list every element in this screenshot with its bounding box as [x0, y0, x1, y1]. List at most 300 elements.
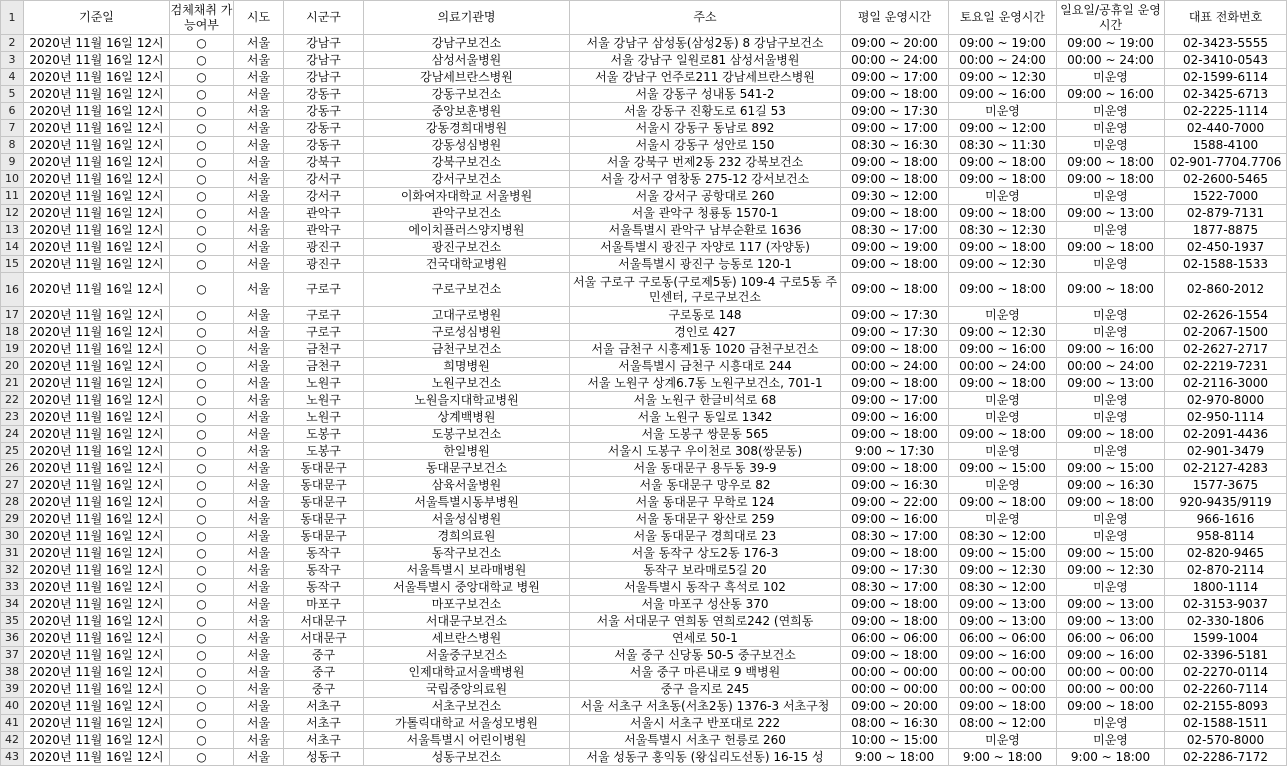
table-cell[interactable]: ○	[170, 35, 234, 52]
table-cell[interactable]: 노원을지대학교병원	[364, 392, 570, 409]
table-cell[interactable]: 2020년 11월 16일 12시	[24, 579, 170, 596]
table-cell[interactable]: 09:00 ~ 18:00	[1057, 171, 1165, 188]
row-number[interactable]: 5	[1, 86, 24, 103]
table-cell[interactable]: 09:00 ~ 18:00	[949, 375, 1057, 392]
table-cell[interactable]: 2020년 11월 16일 12시	[24, 545, 170, 562]
table-cell[interactable]: ○	[170, 732, 234, 749]
table-cell[interactable]: 02-3423-5555	[1165, 35, 1287, 52]
table-cell[interactable]: 09:00 ~ 16:30	[1057, 477, 1165, 494]
table-cell[interactable]: 2020년 11월 16일 12시	[24, 426, 170, 443]
table-cell[interactable]: 서울	[234, 188, 284, 205]
table-cell[interactable]: 서울	[234, 596, 284, 613]
header-cell[interactable]: 시군구	[284, 1, 364, 35]
row-number[interactable]: 18	[1, 324, 24, 341]
row-number[interactable]: 1	[1, 1, 24, 35]
table-cell[interactable]: 09:00 ~ 18:00	[841, 460, 949, 477]
table-cell[interactable]: ○	[170, 188, 234, 205]
table-cell[interactable]: 강동구보건소	[364, 86, 570, 103]
table-cell[interactable]: 09:00 ~ 18:00	[1057, 154, 1165, 171]
table-cell[interactable]: 서울 강남구 일원로81 삼성서울병원	[570, 52, 841, 69]
table-cell[interactable]: 서울	[234, 477, 284, 494]
table-cell[interactable]: 09:00 ~ 17:30	[841, 103, 949, 120]
table-cell[interactable]: 인제대학교서울백병원	[364, 664, 570, 681]
table-cell[interactable]: 서울 동대문구 망우로 82	[570, 477, 841, 494]
table-cell[interactable]: 06:00 ~ 06:00	[1057, 630, 1165, 647]
table-cell[interactable]: ○	[170, 256, 234, 273]
row-number[interactable]: 41	[1, 715, 24, 732]
table-cell[interactable]: 08:30 ~ 17:00	[841, 528, 949, 545]
table-cell[interactable]: 2020년 11월 16일 12시	[24, 256, 170, 273]
table-cell[interactable]: 서울시 서초구 반포대로 222	[570, 715, 841, 732]
table-cell[interactable]: 09:00 ~ 18:00	[841, 596, 949, 613]
table-cell[interactable]: 09:00 ~ 18:00	[841, 341, 949, 358]
table-cell[interactable]: 02-879-7131	[1165, 205, 1287, 222]
table-cell[interactable]: 상계백병원	[364, 409, 570, 426]
table-cell[interactable]: ○	[170, 137, 234, 154]
table-cell[interactable]: 서초구	[284, 715, 364, 732]
table-cell[interactable]: 미운영	[949, 392, 1057, 409]
table-cell[interactable]: 02-2286-7172	[1165, 749, 1287, 766]
table-cell[interactable]: 9:00 ~ 17:30	[841, 443, 949, 460]
table-cell[interactable]: 2020년 11월 16일 12시	[24, 358, 170, 375]
table-cell[interactable]: 미운영	[1057, 579, 1165, 596]
table-cell[interactable]: 서울 동대문구 무학로 124	[570, 494, 841, 511]
row-number[interactable]: 35	[1, 613, 24, 630]
table-cell[interactable]: 삼성서울병원	[364, 52, 570, 69]
table-cell[interactable]: 09:00 ~ 16:00	[949, 341, 1057, 358]
table-cell[interactable]: 2020년 11월 16일 12시	[24, 273, 170, 307]
table-cell[interactable]: 서울	[234, 511, 284, 528]
table-cell[interactable]: 서울시 강동구 동남로 892	[570, 120, 841, 137]
table-cell[interactable]: 동작구	[284, 579, 364, 596]
table-cell[interactable]: 2020년 11월 16일 12시	[24, 375, 170, 392]
table-cell[interactable]: 미운영	[1057, 392, 1165, 409]
table-cell[interactable]: ○	[170, 579, 234, 596]
table-cell[interactable]: 09:00 ~ 18:00	[1057, 426, 1165, 443]
row-number[interactable]: 2	[1, 35, 24, 52]
table-cell[interactable]: 서울 강동구 성내동 541-2	[570, 86, 841, 103]
table-cell[interactable]: ○	[170, 749, 234, 766]
table-cell[interactable]: 금천구	[284, 341, 364, 358]
table-cell[interactable]: 구로성심병원	[364, 324, 570, 341]
table-cell[interactable]: 고대구로병원	[364, 307, 570, 324]
table-cell[interactable]: 서울 동대문구 용두동 39-9	[570, 460, 841, 477]
table-cell[interactable]: 00:00 ~ 00:00	[949, 664, 1057, 681]
table-cell[interactable]: 이화여자대학교 서울병원	[364, 188, 570, 205]
table-cell[interactable]: 미운영	[949, 188, 1057, 205]
table-cell[interactable]: 미운영	[949, 511, 1057, 528]
table-cell[interactable]: 가톨릭대학교 서울성모병원	[364, 715, 570, 732]
table-cell[interactable]: 동작구 보라매로5길 20	[570, 562, 841, 579]
table-cell[interactable]: 2020년 11월 16일 12시	[24, 749, 170, 766]
table-cell[interactable]: 00:00 ~ 24:00	[949, 358, 1057, 375]
table-cell[interactable]: 동대문구	[284, 528, 364, 545]
table-cell[interactable]: 02-2626-1554	[1165, 307, 1287, 324]
table-cell[interactable]: ○	[170, 698, 234, 715]
table-cell[interactable]: 09:00 ~ 18:00	[841, 86, 949, 103]
table-cell[interactable]: 미운영	[1057, 307, 1165, 324]
table-cell[interactable]: 서대문구	[284, 613, 364, 630]
table-cell[interactable]: 금천구	[284, 358, 364, 375]
table-cell[interactable]: 서울	[234, 86, 284, 103]
table-cell[interactable]: 09:00 ~ 12:00	[949, 120, 1057, 137]
table-cell[interactable]: 2020년 11월 16일 12시	[24, 120, 170, 137]
table-cell[interactable]: 02-440-7000	[1165, 120, 1287, 137]
row-number[interactable]: 27	[1, 477, 24, 494]
row-number[interactable]: 21	[1, 375, 24, 392]
table-cell[interactable]: 08:30 ~ 12:00	[949, 528, 1057, 545]
table-cell[interactable]: 1588-4100	[1165, 137, 1287, 154]
table-cell[interactable]: 09:00 ~ 18:00	[949, 154, 1057, 171]
table-cell[interactable]: 미운영	[949, 307, 1057, 324]
table-cell[interactable]: 국립중앙의료원	[364, 681, 570, 698]
row-number[interactable]: 25	[1, 443, 24, 460]
table-cell[interactable]: 강동경희대병원	[364, 120, 570, 137]
table-cell[interactable]: 서초구보건소	[364, 698, 570, 715]
row-number[interactable]: 29	[1, 511, 24, 528]
table-cell[interactable]: 동대문구	[284, 511, 364, 528]
table-cell[interactable]: 09:00 ~ 12:30	[949, 324, 1057, 341]
table-cell[interactable]: 06:00 ~ 06:00	[949, 630, 1057, 647]
table-cell[interactable]: 삼육서울병원	[364, 477, 570, 494]
table-cell[interactable]: 2020년 11월 16일 12시	[24, 137, 170, 154]
row-number[interactable]: 9	[1, 154, 24, 171]
row-number[interactable]: 19	[1, 341, 24, 358]
table-cell[interactable]: ○	[170, 222, 234, 239]
table-cell[interactable]: ○	[170, 511, 234, 528]
table-cell[interactable]: 강남세브란스병원	[364, 69, 570, 86]
table-cell[interactable]: 서울 서초구 서초동(서초2동) 1376-3 서초구청	[570, 698, 841, 715]
table-cell[interactable]: 서울	[234, 307, 284, 324]
table-cell[interactable]: 02-3153-9037	[1165, 596, 1287, 613]
table-cell[interactable]: 서울 도봉구 쌍문동 565	[570, 426, 841, 443]
table-cell[interactable]: 미운영	[1057, 732, 1165, 749]
row-number[interactable]: 36	[1, 630, 24, 647]
table-cell[interactable]: 미운영	[1057, 409, 1165, 426]
table-cell[interactable]: 09:00 ~ 13:00	[1057, 205, 1165, 222]
table-cell[interactable]: 09:00 ~ 19:00	[949, 35, 1057, 52]
table-cell[interactable]: 서울중구보건소	[364, 647, 570, 664]
table-cell[interactable]: 서울 서대문구 연희동 연희로242 (연희동	[570, 613, 841, 630]
table-cell[interactable]: 09:00 ~ 19:00	[841, 239, 949, 256]
table-cell[interactable]: 02-2091-4436	[1165, 426, 1287, 443]
table-cell[interactable]: 서울 동작구 상도2동 176-3	[570, 545, 841, 562]
table-cell[interactable]: 09:00 ~ 18:00	[841, 273, 949, 307]
table-cell[interactable]: 구로구	[284, 273, 364, 307]
table-cell[interactable]: 강서구보건소	[364, 171, 570, 188]
table-cell[interactable]: 미운영	[1057, 715, 1165, 732]
table-cell[interactable]: 08:30 ~ 12:30	[949, 222, 1057, 239]
table-cell[interactable]: 9:00 ~ 18:00	[949, 749, 1057, 766]
table-cell[interactable]: 09:00 ~ 16:00	[949, 86, 1057, 103]
table-cell[interactable]: 02-3410-0543	[1165, 52, 1287, 69]
table-cell[interactable]: 서초구	[284, 698, 364, 715]
table-cell[interactable]: 미운영	[1057, 120, 1165, 137]
table-cell[interactable]: ○	[170, 392, 234, 409]
table-cell[interactable]: ○	[170, 647, 234, 664]
table-cell[interactable]: 동작구	[284, 562, 364, 579]
table-cell[interactable]: 2020년 11월 16일 12시	[24, 460, 170, 477]
table-cell[interactable]: 09:00 ~ 13:00	[1057, 375, 1165, 392]
table-cell[interactable]: 서울 동대문구 왕산로 259	[570, 511, 841, 528]
header-cell[interactable]: 검체채취 가능여부	[170, 1, 234, 35]
table-cell[interactable]: ○	[170, 426, 234, 443]
table-cell[interactable]: ○	[170, 171, 234, 188]
row-number[interactable]: 6	[1, 103, 24, 120]
table-cell[interactable]: 08:30 ~ 17:00	[841, 579, 949, 596]
table-cell[interactable]: 관악구보건소	[364, 205, 570, 222]
table-cell[interactable]: 희명병원	[364, 358, 570, 375]
table-cell[interactable]: 에이치플러스양지병원	[364, 222, 570, 239]
table-cell[interactable]: 미운영	[1057, 103, 1165, 120]
table-cell[interactable]: 서울 노원구 동일로 1342	[570, 409, 841, 426]
table-cell[interactable]: 구로구	[284, 324, 364, 341]
table-cell[interactable]: 09:00 ~ 12:30	[1057, 562, 1165, 579]
row-number[interactable]: 30	[1, 528, 24, 545]
row-number[interactable]: 28	[1, 494, 24, 511]
table-cell[interactable]: 강남구	[284, 52, 364, 69]
table-cell[interactable]: 서울	[234, 715, 284, 732]
table-cell[interactable]: 09:00 ~ 12:30	[949, 562, 1057, 579]
header-cell[interactable]: 주소	[570, 1, 841, 35]
row-number[interactable]: 22	[1, 392, 24, 409]
table-cell[interactable]: 서울 금천구 시흥제1동 1020 금천구보건소	[570, 341, 841, 358]
table-cell[interactable]: 미운영	[949, 103, 1057, 120]
header-cell[interactable]: 기준일	[24, 1, 170, 35]
row-number[interactable]: 14	[1, 239, 24, 256]
table-cell[interactable]: 2020년 11월 16일 12시	[24, 698, 170, 715]
table-cell[interactable]: 광진구보건소	[364, 239, 570, 256]
table-cell[interactable]: ○	[170, 86, 234, 103]
table-cell[interactable]: 09:00 ~ 22:00	[841, 494, 949, 511]
table-cell[interactable]: 02-2155-8093	[1165, 698, 1287, 715]
table-cell[interactable]: 00:00 ~ 24:00	[841, 52, 949, 69]
table-cell[interactable]: 9:00 ~ 18:00	[841, 749, 949, 766]
table-cell[interactable]: 서울특별시 광진구 자양로 117 (자양동)	[570, 239, 841, 256]
row-number[interactable]: 24	[1, 426, 24, 443]
table-cell[interactable]: 2020년 11월 16일 12시	[24, 341, 170, 358]
table-cell[interactable]: 서울	[234, 647, 284, 664]
table-cell[interactable]: 09:00 ~ 18:00	[1057, 273, 1165, 307]
table-cell[interactable]: ○	[170, 375, 234, 392]
table-cell[interactable]: 동대문구	[284, 477, 364, 494]
table-cell[interactable]: 00:00 ~ 00:00	[841, 664, 949, 681]
table-cell[interactable]: 09:00 ~ 18:00	[949, 494, 1057, 511]
table-cell[interactable]: 10:00 ~ 15:00	[841, 732, 949, 749]
table-cell[interactable]: 서대문구보건소	[364, 613, 570, 630]
table-cell[interactable]: 미운영	[1057, 324, 1165, 341]
table-cell[interactable]: 미운영	[949, 732, 1057, 749]
table-cell[interactable]: 09:00 ~ 16:00	[1057, 86, 1165, 103]
table-cell[interactable]: 서울 강동구 진황도로 61길 53	[570, 103, 841, 120]
table-cell[interactable]: 2020년 11월 16일 12시	[24, 52, 170, 69]
row-number[interactable]: 7	[1, 120, 24, 137]
table-cell[interactable]: 2020년 11월 16일 12시	[24, 154, 170, 171]
table-cell[interactable]: 미운영	[1057, 511, 1165, 528]
table-cell[interactable]: 미운영	[1057, 528, 1165, 545]
table-cell[interactable]: 중구	[284, 681, 364, 698]
table-cell[interactable]: ○	[170, 239, 234, 256]
table-cell[interactable]: 08:30 ~ 12:00	[949, 579, 1057, 596]
table-cell[interactable]: 08:30 ~ 17:00	[841, 222, 949, 239]
row-number[interactable]: 13	[1, 222, 24, 239]
table-cell[interactable]: 동대문구보건소	[364, 460, 570, 477]
table-cell[interactable]: 09:00 ~ 13:00	[1057, 613, 1165, 630]
table-cell[interactable]: 09:00 ~ 15:00	[949, 545, 1057, 562]
table-cell[interactable]: 02-3396-5181	[1165, 647, 1287, 664]
table-cell[interactable]: ○	[170, 120, 234, 137]
table-cell[interactable]: ○	[170, 545, 234, 562]
row-number[interactable]: 4	[1, 69, 24, 86]
table-cell[interactable]: 2020년 11월 16일 12시	[24, 188, 170, 205]
table-cell[interactable]: ○	[170, 596, 234, 613]
table-cell[interactable]: 2020년 11월 16일 12시	[24, 171, 170, 188]
row-number[interactable]: 40	[1, 698, 24, 715]
table-cell[interactable]: 서울	[234, 664, 284, 681]
table-cell[interactable]: 서울	[234, 171, 284, 188]
table-cell[interactable]: 09:00 ~ 18:00	[949, 205, 1057, 222]
row-number[interactable]: 23	[1, 409, 24, 426]
table-cell[interactable]: 서울 강서구 염창동 275-12 강서보건소	[570, 171, 841, 188]
table-cell[interactable]: 서울시 도봉구 우이천로 308(쌍문동)	[570, 443, 841, 460]
table-cell[interactable]: 서울	[234, 409, 284, 426]
table-cell[interactable]: 09:00 ~ 18:00	[1057, 494, 1165, 511]
table-cell[interactable]: 09:00 ~ 18:00	[841, 375, 949, 392]
table-cell[interactable]: 2020년 11월 16일 12시	[24, 562, 170, 579]
table-cell[interactable]: 서울	[234, 222, 284, 239]
table-cell[interactable]: 09:00 ~ 15:00	[949, 460, 1057, 477]
table-cell[interactable]: 02-330-1806	[1165, 613, 1287, 630]
table-cell[interactable]: 2020년 11월 16일 12시	[24, 307, 170, 324]
table-cell[interactable]: 02-2270-0114	[1165, 664, 1287, 681]
table-cell[interactable]: 관악구	[284, 205, 364, 222]
row-number[interactable]: 11	[1, 188, 24, 205]
table-cell[interactable]: 02-901-7704.7706	[1165, 154, 1287, 171]
table-cell[interactable]: 구로구	[284, 307, 364, 324]
table-cell[interactable]: 서울	[234, 103, 284, 120]
table-cell[interactable]: 09:00 ~ 17:00	[841, 120, 949, 137]
table-cell[interactable]: 09:00 ~ 16:30	[841, 477, 949, 494]
table-cell[interactable]: 서울	[234, 460, 284, 477]
table-cell[interactable]: 서울 강북구 번제2동 232 강북보건소	[570, 154, 841, 171]
table-cell[interactable]: 서울	[234, 426, 284, 443]
table-cell[interactable]: 서울	[234, 528, 284, 545]
table-cell[interactable]: 09:00 ~ 15:00	[1057, 545, 1165, 562]
table-cell[interactable]: 02-950-1114	[1165, 409, 1287, 426]
table-cell[interactable]: 미운영	[1057, 443, 1165, 460]
table-cell[interactable]: 09:00 ~ 18:00	[841, 154, 949, 171]
table-cell[interactable]: 1800-1114	[1165, 579, 1287, 596]
table-cell[interactable]: 09:00 ~ 18:00	[841, 171, 949, 188]
table-cell[interactable]: 2020년 11월 16일 12시	[24, 613, 170, 630]
table-cell[interactable]: 서울	[234, 256, 284, 273]
table-cell[interactable]: 서울 마포구 성산동 370	[570, 596, 841, 613]
table-cell[interactable]: 서울 강남구 언주로211 강남세브란스병원	[570, 69, 841, 86]
row-number[interactable]: 38	[1, 664, 24, 681]
table-cell[interactable]: 서울	[234, 137, 284, 154]
table-cell[interactable]: 920-9435/9119	[1165, 494, 1287, 511]
table-cell[interactable]: 2020년 11월 16일 12시	[24, 205, 170, 222]
table-cell[interactable]: 건국대학교병원	[364, 256, 570, 273]
table-cell[interactable]: 09:00 ~ 18:00	[949, 426, 1057, 443]
row-number[interactable]: 3	[1, 52, 24, 69]
table-cell[interactable]: 02-2600-5465	[1165, 171, 1287, 188]
table-cell[interactable]: 1877-8875	[1165, 222, 1287, 239]
table-cell[interactable]: 동작구보건소	[364, 545, 570, 562]
table-cell[interactable]: 도봉구	[284, 443, 364, 460]
table-cell[interactable]: ○	[170, 494, 234, 511]
table-cell[interactable]: 08:00 ~ 12:00	[949, 715, 1057, 732]
table-cell[interactable]: 서울특별시 보라매병원	[364, 562, 570, 579]
table-cell[interactable]: 09:00 ~ 15:00	[1057, 460, 1165, 477]
table-cell[interactable]: 09:00 ~ 19:00	[1057, 35, 1165, 52]
table-cell[interactable]: ○	[170, 681, 234, 698]
table-cell[interactable]: 강서구	[284, 171, 364, 188]
table-cell[interactable]: 00:00 ~ 24:00	[1057, 52, 1165, 69]
row-number[interactable]: 33	[1, 579, 24, 596]
table-cell[interactable]: 9:00 ~ 18:00	[1057, 749, 1165, 766]
table-cell[interactable]: 경인로 427	[570, 324, 841, 341]
table-cell[interactable]: 09:00 ~ 18:00	[841, 256, 949, 273]
table-cell[interactable]: 09:00 ~ 17:00	[841, 69, 949, 86]
table-cell[interactable]: 서울특별시 관악구 남부순환로 1636	[570, 222, 841, 239]
table-cell[interactable]: 강서구	[284, 188, 364, 205]
table-cell[interactable]: 09:00 ~ 13:00	[1057, 596, 1165, 613]
header-cell[interactable]: 의료기관명	[364, 1, 570, 35]
table-cell[interactable]: 2020년 11월 16일 12시	[24, 239, 170, 256]
table-cell[interactable]: 02-2127-4283	[1165, 460, 1287, 477]
table-cell[interactable]: 02-570-8000	[1165, 732, 1287, 749]
table-cell[interactable]: 00:00 ~ 24:00	[841, 358, 949, 375]
table-cell[interactable]: 서울	[234, 239, 284, 256]
table-cell[interactable]: 도봉구	[284, 426, 364, 443]
row-number[interactable]: 34	[1, 596, 24, 613]
row-number[interactable]: 31	[1, 545, 24, 562]
header-cell[interactable]: 대표 전화번호	[1165, 1, 1287, 35]
table-cell[interactable]: 서울성심병원	[364, 511, 570, 528]
table-cell[interactable]: 동작구	[284, 545, 364, 562]
table-cell[interactable]: 서울	[234, 375, 284, 392]
table-cell[interactable]: 강동구	[284, 86, 364, 103]
table-cell[interactable]: 2020년 11월 16일 12시	[24, 732, 170, 749]
table-cell[interactable]: ○	[170, 273, 234, 307]
table-cell[interactable]: 09:00 ~ 13:00	[949, 596, 1057, 613]
table-cell[interactable]: 서울	[234, 35, 284, 52]
row-number[interactable]: 15	[1, 256, 24, 273]
table-cell[interactable]: 서울	[234, 341, 284, 358]
table-cell[interactable]: 미운영	[1057, 69, 1165, 86]
row-number[interactable]: 10	[1, 171, 24, 188]
table-cell[interactable]: 서울 중구 신당동 50-5 중구보건소	[570, 647, 841, 664]
table-cell[interactable]: 관악구	[284, 222, 364, 239]
table-cell[interactable]: ○	[170, 664, 234, 681]
table-cell[interactable]: 서울	[234, 749, 284, 766]
table-cell[interactable]: 서울 동대문구 경희대로 23	[570, 528, 841, 545]
table-cell[interactable]: 09:30 ~ 12:00	[841, 188, 949, 205]
table-cell[interactable]: ○	[170, 460, 234, 477]
table-cell[interactable]: 00:00 ~ 00:00	[1057, 664, 1165, 681]
table-cell[interactable]: ○	[170, 443, 234, 460]
table-cell[interactable]: ○	[170, 358, 234, 375]
table-cell[interactable]: 09:00 ~ 16:00	[1057, 341, 1165, 358]
table-cell[interactable]: 서울	[234, 681, 284, 698]
table-cell[interactable]: ○	[170, 562, 234, 579]
table-cell[interactable]: 동대문구	[284, 460, 364, 477]
table-cell[interactable]: 미운영	[949, 409, 1057, 426]
table-cell[interactable]: 09:00 ~ 18:00	[949, 698, 1057, 715]
table-cell[interactable]: 2020년 11월 16일 12시	[24, 443, 170, 460]
table-cell[interactable]: 한일병원	[364, 443, 570, 460]
